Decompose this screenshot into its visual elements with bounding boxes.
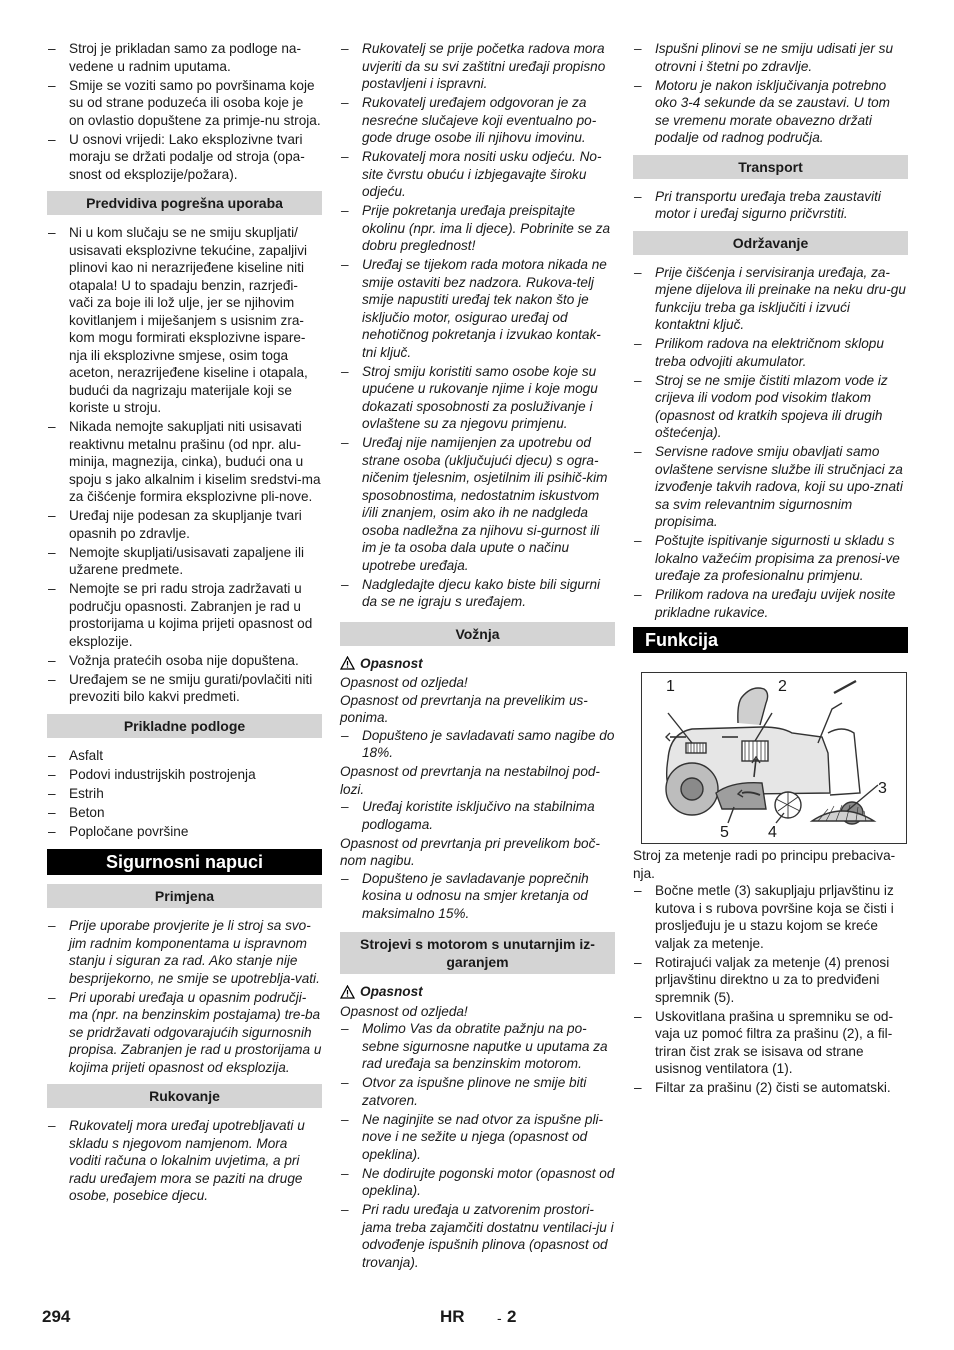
tip-side: Opasnost od prevrtanja pri prevelikom boč-nom nagibu. bbox=[340, 835, 600, 868]
engine-list-2 bbox=[633, 40, 908, 147]
surfaces-list bbox=[47, 747, 322, 841]
list-item: – Smije se voziti samo po površinama koje su od strane poduzeća ili osoba koje je on ovlastio dopuštene za primje-nu stroja. bbox=[47, 77, 322, 130]
list-item: – Rukovatelj mora uređaj upotrebljavati u skladu s njegovom namjenom. Mora voditi računa o lokalnim uvjetima, a pri radu uređajem mora se paziti na druge osobe, posebice djecu. bbox=[47, 1117, 322, 1205]
list-item: – Prije pokretanja uređaja preispitajte okolinu (npr. ima li djece). Pobrinite se za dobru preglednost! bbox=[340, 202, 615, 255]
list-item: – Prilikom radova na električnom sklopu treba odvojiti akumulator. bbox=[633, 335, 908, 370]
maintenance-heading: Održavanje bbox=[633, 231, 908, 255]
footer-section-number: 2 bbox=[507, 1307, 517, 1326]
list-item: – Stroj smiju koristiti samo osobe koje su upućene u rukovanje njime i koje mogu dokazati sposobnosti za posluživanje i ovlaštene su za njegovu primjenu. bbox=[340, 363, 615, 433]
transport-heading: Transport bbox=[633, 155, 908, 179]
tip-large-slope: Opasnost od prevrtanja na prevelikim us-ponima. bbox=[340, 692, 588, 725]
handling-list-2 bbox=[340, 40, 615, 611]
list-item: – Stroj je prikladan samo za podloge na-vedene u radnim uputama. bbox=[47, 40, 322, 75]
list-item: – Prije čišćenja i servisiranja uređaja, za-mjene dijelova ili preinake na neku dru-gu funkciju treba ga isključiti i izvući kontaktni ključ. bbox=[633, 264, 908, 334]
danger-note-driving bbox=[340, 655, 615, 673]
list-item: – Ispušni plinovi se ne smiju udisati jer su otrovni i štetni po zdravlje. bbox=[633, 40, 908, 75]
language-code: HR bbox=[440, 1307, 465, 1326]
list-item: – Pri radu uređaja u zatvorenim prostori-jama treba zajamčiti dostatnu ventilaci-ju i odvođenje ispušnih plinova (opasnost od trovanja). bbox=[340, 1201, 615, 1271]
danger-label: Opasnost bbox=[360, 655, 423, 671]
warning-triangle-icon bbox=[340, 656, 355, 670]
column-2 bbox=[340, 40, 615, 1273]
list-item: – Uređajem se ne smiju gurati/povlačiti niti prevoziti bilo kakvi predmeti. bbox=[47, 671, 322, 706]
column-1 bbox=[47, 40, 322, 1206]
tip-unstable-item: – Uređaj koristite isključivo na stabilnima podlogama. bbox=[340, 798, 615, 833]
list-item: – Asfalt bbox=[47, 747, 322, 765]
safety-heading: Sigurnosni napuci bbox=[47, 849, 322, 875]
list-item: – Pri transportu uređaja treba zaustaviti motor i uređaj sigurno pričvrstiti. bbox=[633, 188, 908, 223]
list-item: – Ne dodirujte pogonski motor (opasnost od opeklina). bbox=[340, 1165, 615, 1200]
use-heading: Primjena bbox=[47, 884, 322, 908]
engine-heading: Strojevi s motorom s unutarnjim iz-garanjem bbox=[340, 932, 615, 974]
misuse-heading: Predvidiva pogrešna uporaba bbox=[47, 191, 322, 215]
danger-injury-text: Opasnost od ozljeda! bbox=[340, 675, 468, 690]
transport-list bbox=[633, 188, 908, 223]
list-item: – Bočne metle (3) sakupljaju prljavštinu iz kutova i s rubova površine koja se čisti i prosljeđuju je u stazu kojom se kreće valjak za metenje. bbox=[633, 882, 908, 952]
function-intro: Stroj za metenje radi po principu prebaciva-nja. bbox=[633, 848, 896, 881]
sweeper-illustration bbox=[642, 673, 906, 843]
list-item: – Stroj se ne smije čistiti mlazom vode iz crijeva ili vodom pod visokim tlakom (opasnost od kratkih spojeva ili drugih oštećenja). bbox=[633, 372, 908, 442]
list-item: – Poštujte ispitivanje sigurnosti u skladu s lokalno važećim propisima za prenosi-ve uređaje za profesionalnu primjenu. bbox=[633, 532, 908, 585]
use-list bbox=[47, 917, 322, 1076]
intro-list bbox=[47, 40, 322, 183]
label-4: 4 bbox=[768, 824, 777, 841]
danger-note-engine bbox=[340, 983, 615, 1001]
list-item: – Pri uporabi uređaja u opasnim područji-ma (npr. na benzinskim postajama) tre-ba se pridržavati odgovarajućih sigurnosnih propisa. Zabranjen je rad u prostorijama u kojima prijeti opasnost od eksplozija. bbox=[47, 989, 322, 1077]
surfaces-heading: Prikladne podloge bbox=[47, 714, 322, 738]
handling-list-1 bbox=[47, 1117, 322, 1205]
misuse-list bbox=[47, 224, 322, 706]
column-3 bbox=[633, 40, 908, 1098]
engine-list-1 bbox=[340, 1020, 615, 1271]
page-number: 294 bbox=[42, 1307, 71, 1326]
danger-label-2: Opasnost bbox=[360, 984, 423, 999]
list-item: – Popločane površine bbox=[47, 823, 322, 841]
function-list bbox=[633, 882, 908, 1097]
warning-triangle-icon bbox=[340, 985, 355, 999]
footer-separator: - bbox=[497, 1310, 502, 1326]
list-item: – Nemojte skupljati/usisavati zapaljene ili užarene predmete. bbox=[47, 544, 322, 579]
list-item: – Molimo Vas da obratite pažnju na po-sebne sigurnosne naputke u uputama za rad uređaja sa benzinskim motorom. bbox=[340, 1020, 615, 1073]
list-item: – Uređaj se tijekom rada motora nikada ne smije ostaviti bez nadzora. Rukova-telj smije napustiti uređaj tek nakon što je isključio motor, osigurao uređaj od nehotičnog pokretanja i izvukao kontak-tni ključ. bbox=[340, 256, 615, 361]
list-item: – Uskovitlana prašina u spremniku se od-vaja uz pomoć filtra za prašinu (2), a fil-triran čist zrak se isisava od strane usisnog ventilatora (1). bbox=[633, 1008, 908, 1078]
list-item: – Servisne radove smiju obavljati samo ovlaštene servisne službe ili stručnjaci za izvođenje takvih radova, koji su upo-znati sa svim relevantnim sigurnosnim propisima. bbox=[633, 443, 908, 531]
function-heading: Funkcija bbox=[633, 627, 908, 653]
list-item: – Otvor za ispušne plinove ne smije biti zatvoren. bbox=[340, 1074, 615, 1109]
handling-heading: Rukovanje bbox=[47, 1084, 322, 1108]
sweeper-diagram bbox=[641, 672, 907, 844]
label-5: 5 bbox=[720, 824, 729, 841]
list-item: – U osnovi vrijedi: Lako eksplozivne tvari moraju se držati podalje od stroja (opa-snost od eksplozije/požara). bbox=[47, 131, 322, 184]
list-item: – Nadgledajte djecu kako biste bili sigurni da se ne igraju s uređajem. bbox=[340, 576, 615, 611]
list-item: – Nemojte se pri radu stroja zadržavati u području opasnosti. Zabranjen je rad u prostorijama u kojima prijeti opasnost od eksplozije. bbox=[47, 580, 322, 650]
list-item: – Prije uporabe provjerite je li stroj sa svo-jim radnim komponentama u ispravnom stanju i siguran za rad. Ako stanje nije besprijekorno, ne smije se upotreblja-vati. bbox=[47, 917, 322, 987]
tip-unstable: Opasnost od prevrtanja na nestabilnoj pod-lozi. bbox=[340, 764, 600, 797]
list-item: – Vožnja pratećih osoba nije dopuštena. bbox=[47, 652, 322, 670]
list-item: – Rotirajući valjak za metenje (4) prenosi prljavštinu direktno u za to predviđeni spremnik (5). bbox=[633, 954, 908, 1007]
list-item: – Podovi industrijskih postrojenja bbox=[47, 766, 322, 784]
list-item: – Ni u kom slučaju se ne smiju skupljati/ usisavati eksplozivne tekućine, zapaljivi plinovi kao ni nerazrijeđene kiseline niti otapala! U to spadaju benzin, razrjeđi-vači za boje ili lož ulje, jer se njihovim kovitlanjem i miješanjem s usisnim zra-kom mogu formirati eksplozivne ispare-nja ili eksplozivne smjese, osim toga aceton, nerazrijeđene kiseline i otapala, budući da nagrizaju materijale koji se koriste u stroju. bbox=[47, 224, 322, 417]
list-item: – Uređaj nije namijenjen za upotrebu od strane osoba (uključujući djecu) s ogra-ničenim tjelesnim, osjetilnim ili psihič-kim sposobnostima, nedostatnim iskustvom i/ili znanjem, osim ako ih ne nadgleda osoba nadležna za njihovu si-gurnost ili im je ta osoba dala upute o načinu upotrebe uređaja. bbox=[340, 434, 615, 574]
driving-heading: Vožnja bbox=[340, 622, 615, 646]
maintenance-list bbox=[633, 264, 908, 622]
label-3: 3 bbox=[878, 780, 887, 797]
list-item: – Nikada nemojte sakupljati niti usisavati reaktivnu metalnu prašinu (od npr. alu-minija, magnezija, cinka), budući ona u spoju s jako alkalnim i kiselim sredstvi-ma za čišćenje formira eksplozivne pli-nove. bbox=[47, 418, 322, 506]
label-2: 2 bbox=[778, 678, 787, 695]
tip-large-slope-item: – Dopušteno je savladavati samo nagibe do 18%. bbox=[340, 727, 615, 762]
list-item: – Prilikom radova na uređaju uvijek nosite prikladne rukavice. bbox=[633, 586, 908, 621]
list-item: – Estrih bbox=[47, 785, 322, 803]
list-item: – Rukovatelj se prije početka radova mora uvjeriti da su svi zaštitni uređaji propisno postavljeni i ispravni. bbox=[340, 40, 615, 93]
list-item: – Rukovatelj mora nositi usku odjeću. No-site čvrstu obuću i izbjegavajte široku odjeću. bbox=[340, 148, 615, 201]
list-item: – Beton bbox=[47, 804, 322, 822]
list-item: – Ne naginjite se nad otvor za ispušne pli-nove i ne sežite u njega (opasnost od opeklina). bbox=[340, 1111, 615, 1164]
list-item: – Uređaj nije podesan za skupljanje tvari opasnih po zdravlje. bbox=[47, 507, 322, 542]
list-item: – Rukovatelj uređajem odgovoran je za nesrećne slučajeve koji eventualno po-gode druge osobe ili njihovu imovinu. bbox=[340, 94, 615, 147]
list-item: – Motoru je nakon isključivanja potrebno oko 3-4 sekunde da se zaustavi. U tom se vremenu morate obavezno držati podalje od radnog područja. bbox=[633, 77, 908, 147]
tip-side-item: – Dopušteno je savladavanje poprečnih kosina u odnosu na smjer kretanja od maksimalno 15%. bbox=[340, 870, 615, 923]
danger-injury-text-2: Opasnost od ozljeda! bbox=[340, 1003, 468, 1019]
label-1: 1 bbox=[666, 678, 675, 695]
list-item: – Filtar za prašinu (2) čisti se automatski. bbox=[633, 1079, 908, 1097]
